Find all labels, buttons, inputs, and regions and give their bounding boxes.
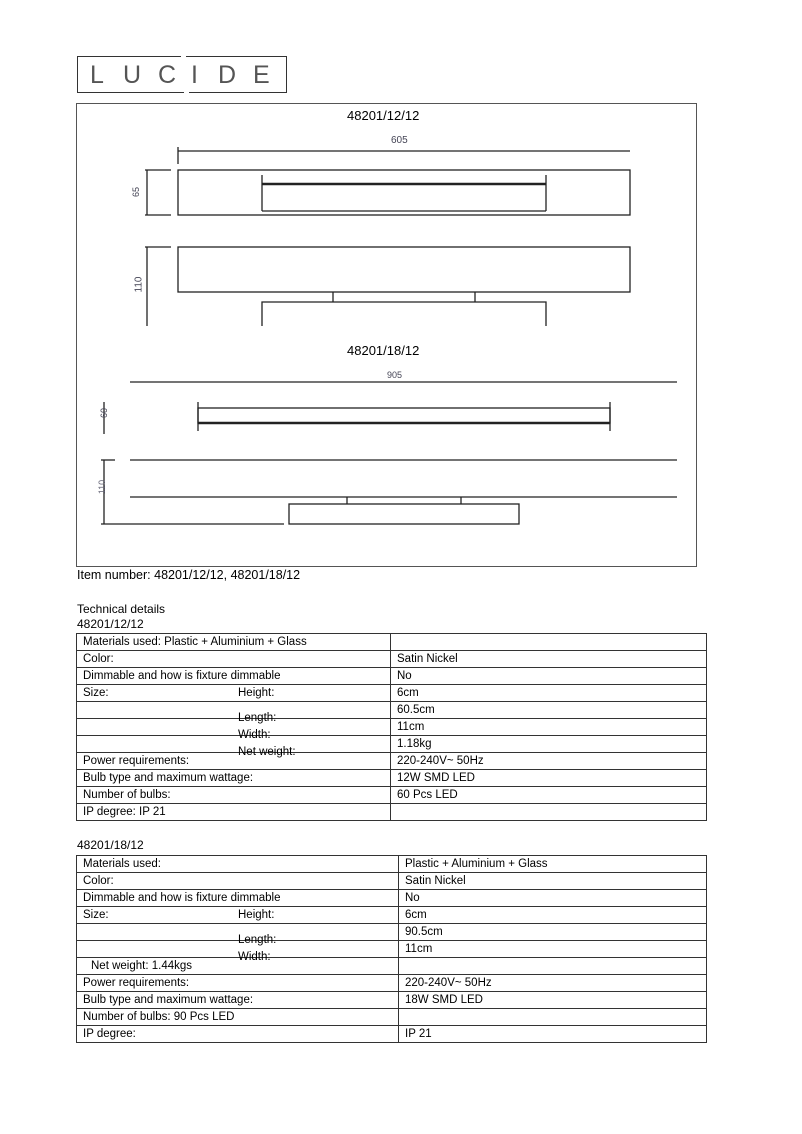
logo-letter: I	[191, 61, 198, 89]
spec-value	[391, 634, 707, 651]
table-row	[77, 873, 707, 890]
spec-label-cell	[77, 907, 399, 924]
table-row	[77, 787, 707, 804]
spec-sublabel: Height:	[238, 687, 275, 699]
spec-label: Number of bulbs: 90 Pcs LED	[83, 1011, 235, 1023]
spec-value: No	[399, 890, 707, 907]
spec-label-cell	[77, 685, 391, 702]
spec-sublabel: Width:	[238, 729, 271, 741]
spec-label-cell	[77, 958, 399, 975]
table-row	[77, 736, 707, 753]
table-row	[77, 634, 707, 651]
spec-label-cell	[77, 1026, 399, 1043]
spec-value: 220-240V~ 50Hz	[391, 753, 707, 770]
technical-drawing	[76, 103, 697, 567]
spec-label-cell	[77, 924, 399, 946]
spec-label-cell	[77, 770, 391, 787]
logo-letter: L	[90, 61, 104, 89]
lucide-logo	[77, 56, 287, 93]
spec-value: 12W SMD LED	[391, 770, 707, 787]
spec-value: 6cm	[399, 907, 707, 924]
spec-sublabel: Net weight:	[238, 746, 296, 758]
spec-label: Power requirements:	[83, 755, 190, 767]
spec-label-cell	[77, 1009, 399, 1026]
spec-label-cell	[77, 787, 391, 804]
spec-sublabel: Length:	[238, 712, 277, 724]
table-row	[77, 719, 707, 736]
table-row	[77, 1009, 707, 1026]
table-row	[77, 804, 707, 821]
spec-label-cell	[77, 634, 391, 651]
spec-label: Materials used:	[83, 858, 161, 870]
spec-label-cell	[77, 668, 391, 685]
table-row	[77, 1026, 707, 1043]
spec-label: Color:	[83, 653, 114, 665]
spec-value: 11cm	[399, 941, 707, 958]
spec-label-cell	[77, 719, 391, 741]
dimension-height-a: 65	[131, 186, 142, 198]
spec-label: IP degree:	[83, 1028, 136, 1040]
spec-value: 220-240V~ 50Hz	[399, 975, 707, 992]
spec-sublabel: Length:	[238, 934, 277, 946]
spec-label-cell	[77, 856, 399, 873]
table-a-heading: 48201/12/12	[77, 617, 144, 631]
spec-label-cell	[77, 702, 391, 724]
spec-label: IP degree: IP 21	[83, 806, 166, 818]
table-row	[77, 975, 707, 992]
spec-label: Power requirements:	[83, 977, 190, 989]
table-row	[77, 992, 707, 1009]
dimension-length-b: 905	[387, 370, 403, 380]
spec-value: 11cm	[391, 719, 707, 736]
spec-label: Size:	[83, 909, 109, 921]
table-row	[77, 753, 707, 770]
spec-table-48201-12-12	[76, 633, 707, 821]
table-row	[77, 890, 707, 907]
spec-label-cell	[77, 941, 399, 963]
drawing-title-b: 48201/18/12	[347, 343, 420, 358]
spec-value	[399, 1009, 707, 1026]
spec-label: Bulb type and maximum wattage:	[83, 772, 254, 784]
spec-label-cell	[77, 890, 399, 907]
table-row	[77, 651, 707, 668]
spec-label: Materials used: Plastic + Aluminium + Glass	[83, 636, 307, 648]
spec-label-cell	[77, 873, 399, 890]
spec-value: IP 21	[399, 1026, 707, 1043]
spec-label-cell	[77, 753, 391, 770]
spec-value: 60.5cm	[391, 702, 707, 719]
spec-label: Color:	[83, 875, 114, 887]
spec-value	[391, 804, 707, 821]
spec-value: 60 Pcs LED	[391, 787, 707, 804]
logo-letter: C	[158, 61, 177, 89]
table-row	[77, 924, 707, 941]
spec-value: 1.18kg	[391, 736, 707, 753]
dimension-height-b: 60	[99, 407, 110, 419]
spec-value: 18W SMD LED	[399, 992, 707, 1009]
spec-value: 90.5cm	[399, 924, 707, 941]
spec-value: Satin Nickel	[391, 651, 707, 668]
spec-label: Dimmable and how is fixture dimmable	[83, 892, 281, 904]
spec-label-cell	[77, 975, 399, 992]
table-row	[77, 668, 707, 685]
logo-letter: D	[218, 61, 237, 89]
spec-label-cell	[77, 804, 391, 821]
drawing-title-a: 48201/12/12	[347, 108, 420, 123]
spec-label: Net weight: 1.44kgs	[91, 960, 193, 972]
spec-table-48201-18-12	[76, 855, 707, 1043]
spec-value: Plastic + Aluminium + Glass	[399, 856, 707, 873]
technical-details-heading: Technical details	[77, 602, 166, 616]
dimension-width-a: 110	[133, 276, 145, 293]
spec-label-cell	[77, 736, 391, 758]
logo-letter: U	[123, 61, 142, 89]
dimension-width-b: 110	[97, 479, 108, 495]
spec-label-cell	[77, 992, 399, 1009]
spec-label: Number of bulbs:	[83, 789, 171, 801]
table-row	[77, 702, 707, 719]
spec-label: Bulb type and maximum wattage:	[83, 994, 254, 1006]
logo-letter: E	[253, 61, 270, 89]
table-row	[77, 856, 707, 873]
table-row	[77, 941, 707, 958]
spec-value: No	[391, 668, 707, 685]
table-row	[77, 907, 707, 924]
table-row	[77, 958, 707, 975]
spec-sublabel: Height:	[238, 909, 275, 921]
spec-sublabel: Width:	[238, 951, 271, 963]
spec-label-cell	[77, 651, 391, 668]
table-b-heading: 48201/18/12	[77, 838, 144, 852]
spec-label: Size:	[83, 687, 109, 699]
spec-value	[399, 958, 707, 975]
spec-label: Dimmable and how is fixture dimmable	[83, 670, 281, 682]
table-row	[77, 685, 707, 702]
spec-value: Satin Nickel	[399, 873, 707, 890]
dimension-length-a: 605	[391, 135, 408, 146]
item-number: Item number: 48201/12/12, 48201/18/12	[77, 568, 301, 582]
table-row	[77, 770, 707, 787]
spec-value: 6cm	[391, 685, 707, 702]
